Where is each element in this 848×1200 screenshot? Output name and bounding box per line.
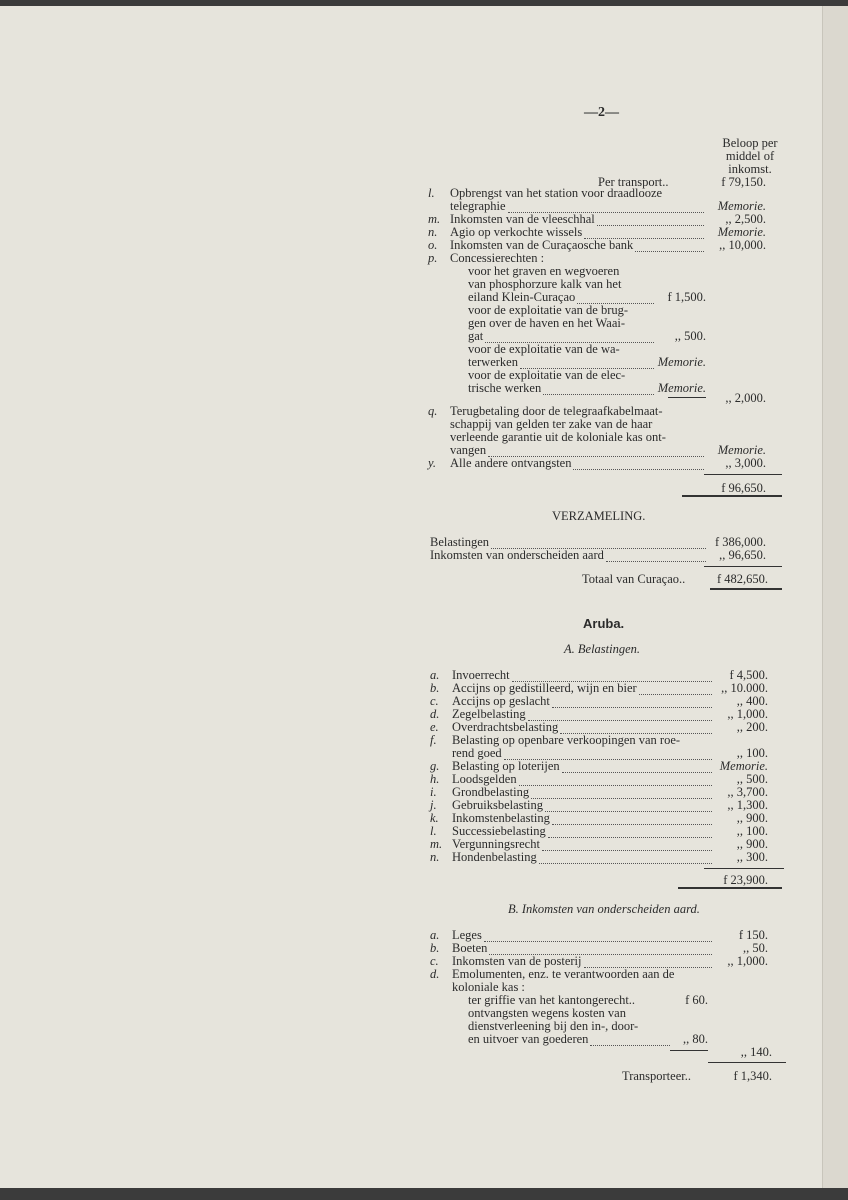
item-text: van phosphorzure kalk van het (468, 277, 622, 291)
emol-total: ,, 140. (740, 1045, 772, 1059)
item-text: Grondbelasting (452, 785, 530, 799)
subtotal-rule (704, 868, 784, 869)
tax-amount: ,, 300. (736, 850, 768, 864)
tax-amount: f 4,500. (729, 668, 768, 682)
item-letter: c. (430, 694, 439, 708)
subtotal-rule (704, 474, 782, 475)
item-letter: j. (430, 798, 437, 812)
item-text: Loodsgelden (452, 772, 517, 786)
item-letter: c. (430, 954, 439, 968)
item-letter: l. (430, 824, 437, 838)
item-text: voor de exploitatie van de brug- (468, 303, 629, 317)
verzameling-amount: f 386,000. (714, 535, 766, 549)
item-letter: n. (428, 225, 438, 239)
item-text: Opbrengst van het station voor draadlooze (450, 186, 663, 200)
item-letter: m. (430, 837, 443, 851)
item-text: gen over de haven en het Waai- (468, 316, 626, 330)
tax-amount: ,, 1,300. (727, 798, 768, 812)
total-amount: f 482,650. (716, 572, 768, 586)
transport-label: Per transport.. (598, 175, 669, 189)
underline-rule (668, 397, 706, 398)
item-text: Inkomsten van de Curaçaosche bank (450, 238, 634, 252)
tax-amount: ,, 100. (736, 824, 768, 838)
verzameling-title: VERZAMELING. (552, 509, 646, 523)
item-text: Boeten (452, 941, 488, 955)
item-text: verleende garantie uit de koloniale kas ont- (450, 430, 666, 444)
item-letter: b. (430, 681, 440, 695)
emol-amount: ,, 80. (683, 1032, 708, 1046)
tax-amount: ,, 3,700. (727, 785, 768, 799)
tax-amount: Memorie. (719, 759, 768, 773)
double-rule (682, 495, 782, 497)
item-letter: p. (428, 251, 438, 265)
item-letter: o. (428, 238, 438, 252)
concessie-item (468, 382, 656, 395)
tax-amount: ,, 400. (736, 694, 768, 708)
item-letter: d. (430, 967, 440, 981)
item-text: gat (468, 329, 484, 343)
item-letter: f. (430, 733, 437, 747)
item-text: voor het graven en wegvoeren (468, 264, 620, 278)
item-text: schappij van gelden ter zake van de haar (450, 417, 653, 431)
leader-dots (539, 863, 712, 864)
income-amount: ,, 1,000. (727, 954, 768, 968)
item-letter: b. (430, 941, 440, 955)
item-text: vangen (450, 443, 487, 457)
item-text: Accijns op geslacht (452, 694, 550, 708)
item-letter: n. (430, 850, 440, 864)
item-text: voor de exploitatie van de elec- (468, 368, 626, 382)
tax-amount: ,, 100. (736, 746, 768, 760)
item-text: terwerken (468, 355, 518, 369)
aruba-sub-b (508, 903, 700, 916)
item-text: Concessierechten : (450, 251, 545, 265)
concessie-amount: Memorie. (657, 381, 706, 395)
emol-amount: f 60. (685, 993, 708, 1007)
revenue-item (428, 457, 706, 470)
item-letter: k. (430, 811, 439, 825)
item-text: Inkomsten van de posterij (452, 954, 582, 968)
tax-row (430, 851, 714, 864)
tax-amount: ,, 900. (736, 837, 768, 851)
item-text: Accijns op gedistilleerd, wijn en bier (452, 681, 637, 695)
item-letter: m. (428, 212, 441, 226)
item-amount: Memorie. (717, 225, 766, 239)
total-rule (704, 566, 782, 567)
item-text: Agio op verkochte wissels (450, 225, 583, 239)
item-text: Hondenbelasting (452, 850, 537, 864)
item-amount: ,, 3,000. (725, 456, 766, 470)
item-text: Invoerrecht (452, 668, 510, 682)
item-text: Alle andere ontvangsten (450, 456, 572, 470)
item-letter: d. (430, 707, 440, 721)
item-letter: a. (430, 928, 440, 942)
item-letter: a. (430, 668, 440, 682)
underline-rule (670, 1050, 708, 1051)
page-number: —2— (584, 105, 619, 120)
total-label: Totaal van Curaçao.. (582, 572, 686, 586)
item-text: voor de exploitatie van de wa- (468, 342, 620, 356)
concessie-item (468, 317, 625, 330)
item-text: eiland Klein-Curaçao (468, 290, 576, 304)
item-amount: Memorie. (717, 443, 766, 457)
tax-amount: ,, 900. (736, 811, 768, 825)
income-amount: f 150. (738, 928, 768, 942)
emol-row (468, 1033, 672, 1046)
aruba-sub-a (564, 643, 640, 656)
item-text: koloniale kas : (452, 980, 525, 994)
page-edge (822, 6, 848, 1188)
item-text: ontvangsten wegens kosten van (468, 1006, 626, 1020)
transport-amount: f 79,150. (721, 175, 766, 189)
verzameling-amount: ,, 96,650. (719, 548, 766, 562)
item-text: telegraphie (450, 199, 506, 213)
leader-dots (573, 469, 704, 470)
item-letter: e. (430, 720, 439, 734)
item-text: Inkomsten van onderscheiden aard (430, 548, 604, 562)
income-amount: ,, 50. (743, 941, 768, 955)
column-header: Beloop per middel of inkomst. (722, 136, 778, 176)
item-letter: l. (428, 186, 435, 200)
tax-amount: ,, 1,000. (727, 707, 768, 721)
item-text: Successiebelasting (452, 824, 546, 838)
double-rule (678, 887, 782, 889)
item-letter: i. (430, 785, 437, 799)
document-page (0, 6, 832, 1188)
leader-dots (606, 561, 706, 562)
item-text: Overdrachtsbelasting (452, 720, 559, 734)
transporteer-amount: f 1,340. (733, 1069, 772, 1083)
section-heading: A. Belastingen. (564, 642, 641, 656)
verzameling-row (430, 549, 708, 562)
item-text: Emolumenten, enz. te verantwoorden aan de (452, 967, 675, 981)
item-text: dienstverleening bij den in-, door- (468, 1019, 639, 1033)
leader-dots (635, 251, 704, 252)
item-text: en uitvoer van goederen (468, 1032, 589, 1046)
item-text: trische werken (468, 381, 542, 395)
item-text: Vergunningsrecht (452, 837, 540, 851)
item-text: Belastingen (430, 535, 490, 549)
item-text: Zegelbelasting (452, 707, 526, 721)
item-letter: g. (430, 759, 440, 773)
item-text: rend goed (452, 746, 502, 760)
item-text: Inkomstenbelasting (452, 811, 550, 825)
leader-dots (543, 382, 654, 395)
item-text: Belasting op openbare verkoopingen van roe- (452, 733, 681, 747)
concessie-total: ,, 2,000. (725, 391, 766, 405)
item-text: Terugbetaling door de telegraafkabelmaat- (450, 404, 663, 418)
item-letter: q. (428, 404, 438, 418)
concessie-amount: f 1,500. (667, 290, 706, 304)
subtotal-amount: f 96,650. (721, 481, 766, 495)
item-letter: y. (428, 456, 436, 470)
section-heading: B. Inkomsten van onderscheiden aard. (508, 902, 700, 916)
item-amount: Memorie. (717, 199, 766, 213)
item-text: Gebruiksbelasting (452, 798, 543, 812)
aruba-title: Aruba. (583, 616, 625, 631)
concessie-amount: ,, 500. (674, 329, 706, 343)
item-text: ter griffie van het kantongerecht.. (468, 993, 636, 1007)
tax-amount: ,, 500. (736, 772, 768, 786)
item-text: Inkomsten van de vleeschhal (450, 212, 595, 226)
leader-dots (590, 1033, 670, 1046)
tax-amount: ,, 200. (736, 720, 768, 734)
item-amount: ,, 2,500. (725, 212, 766, 226)
concessie-amount: Memorie. (657, 355, 706, 369)
item-letter: h. (430, 772, 440, 786)
transporteer-label: Transporteer.. (622, 1069, 691, 1083)
item-text: Leges (452, 928, 482, 942)
item-amount: ,, 10,000. (719, 238, 766, 252)
item-text: Belasting op loterijen (452, 759, 560, 773)
double-rule (710, 588, 782, 590)
aruba-a-total: f 23,900. (723, 873, 768, 887)
tax-amount: ,, 10.000. (721, 681, 768, 695)
transport-rule (708, 1062, 786, 1063)
